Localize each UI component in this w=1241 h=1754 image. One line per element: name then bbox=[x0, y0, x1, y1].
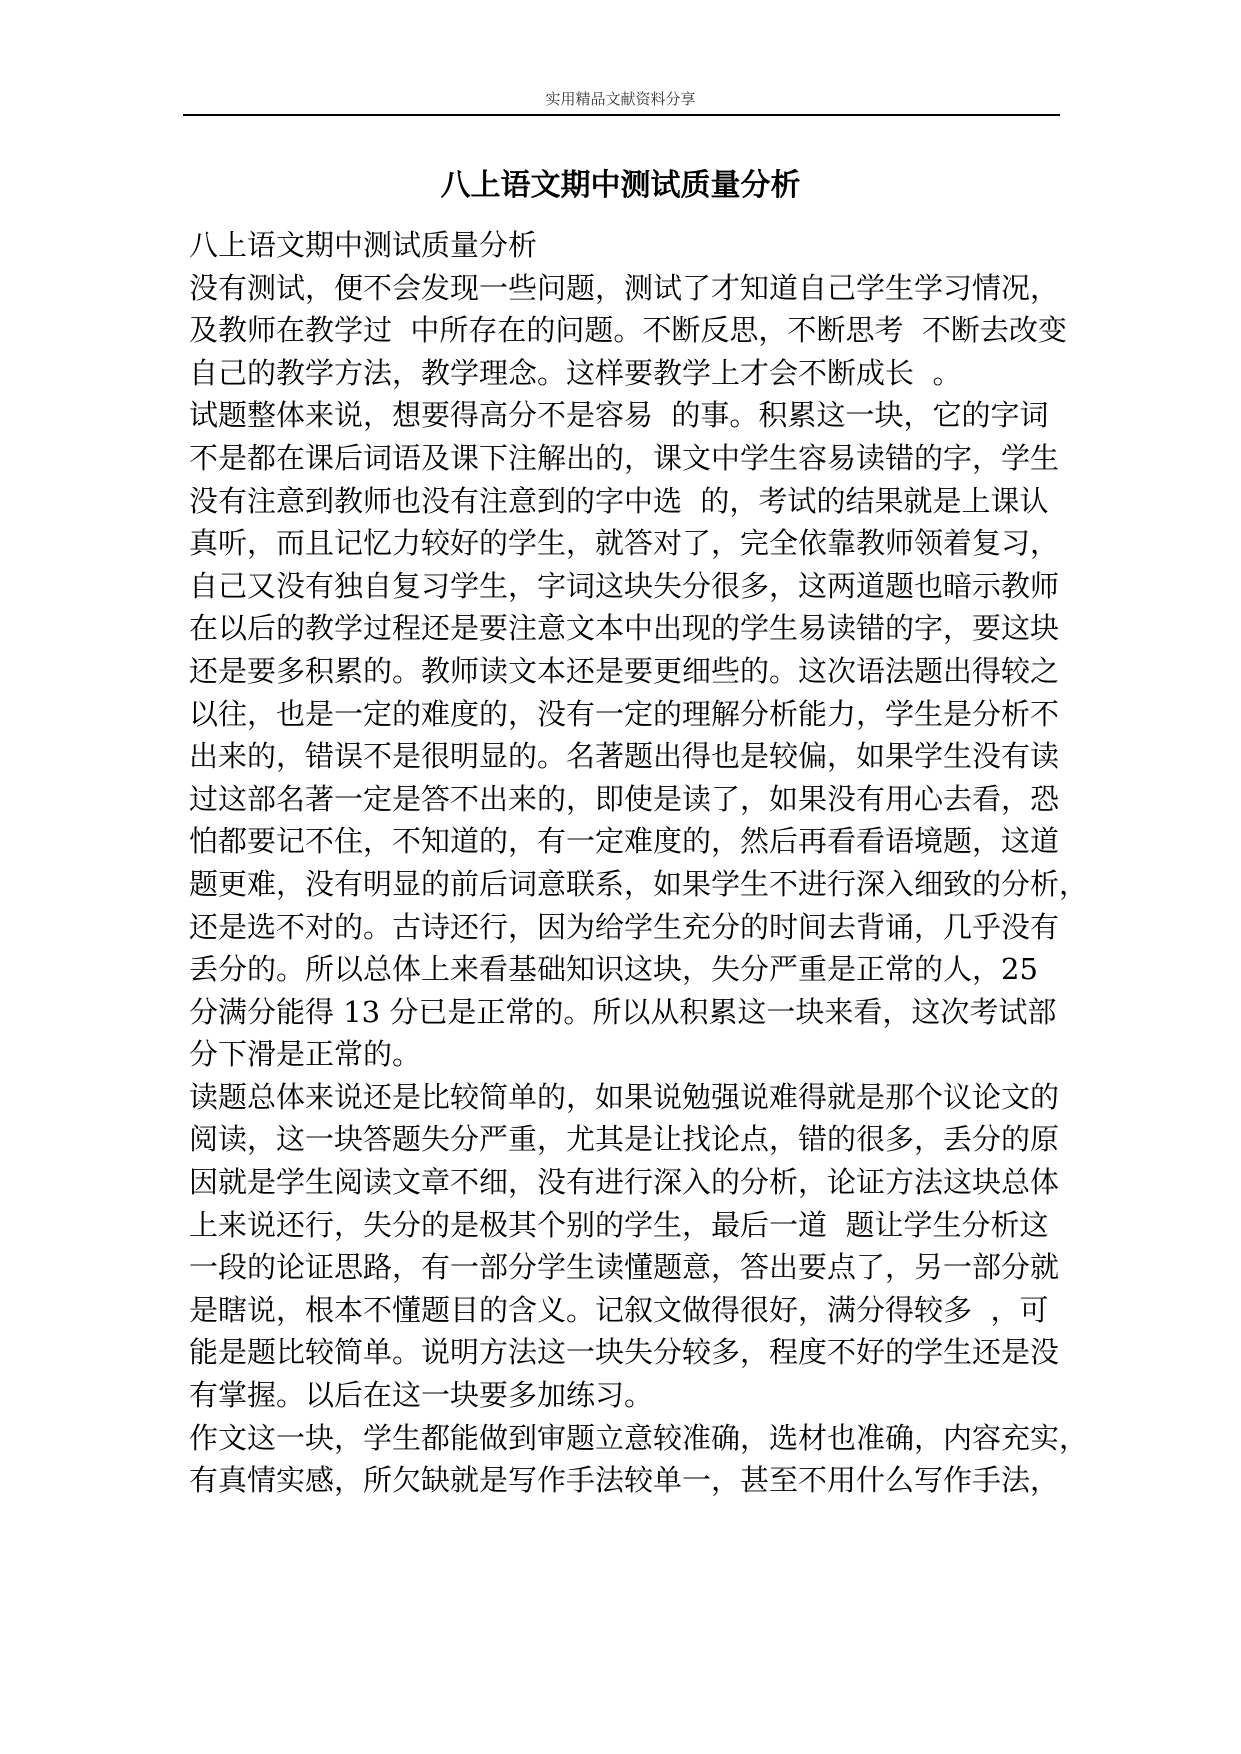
text-line: 不是都在课后词语及课下注解出的，课文中学生容易读错的字，学生 bbox=[189, 440, 1060, 475]
text-line: 能是题比较简单。说明方法这一块失分较多，程度不好的学生还是没 bbox=[189, 1335, 1060, 1370]
text-line: 在以后的教学过程还是要注意文本中出现的学生易读错的字，要这块 bbox=[189, 611, 1060, 646]
text-line: 丢分的。所以总体上来看基础知识这块，失分严重是正常的人，25 bbox=[189, 952, 1038, 987]
text-line: 还是要多积累的。教师读文本还是要更细些的。这次语法题出得较之 bbox=[189, 653, 1060, 688]
text-line: 读题总体来说还是比较简单的，如果说勉强说难得就是那个议论文的 bbox=[189, 1079, 1060, 1114]
text-line: 及教师在教学过 中所存在的问题。不断反思，不断思考 不断去改变 bbox=[189, 313, 1067, 348]
text-line: 过这部名著一定是答不出来的，即使是读了，如果没有用心去看，恐 bbox=[189, 781, 1060, 816]
header-divider bbox=[183, 114, 1060, 116]
text-line: 自己的教学方法，教学理念。这样要教学上才会不断成长 。 bbox=[189, 355, 962, 390]
text-line: 分下滑是正常的。 bbox=[189, 1037, 422, 1072]
text-line: 因就是学生阅读文章不细，没有进行深入的分析，论证方法这块总体 bbox=[189, 1165, 1060, 1200]
text-line: 题更难，没有明显的前后词意联系，如果学生不进行深入细致的分析， bbox=[189, 866, 1089, 901]
text-line: 是瞎说，根本不懂题目的含义。记叙文做得很好，满分得较多 ，可 bbox=[189, 1292, 1049, 1327]
document-body bbox=[189, 224, 1089, 1502]
text-line: 分满分能得 13 分已是正常的。所以从积累这一块来看，这次考试部 bbox=[189, 994, 1057, 1029]
text-line: 以往，也是一定的难度的，没有一定的理解分析能力，学生是分析不 bbox=[189, 696, 1060, 731]
text-line: 出来的，错误不是很明显的。名著题出得也是较偏，如果学生没有读 bbox=[189, 739, 1060, 774]
text-line: 自己又没有独自复习学生，字词这块失分很多，这两道题也暗示教师 bbox=[189, 568, 1060, 603]
text-line: 怕都要记不住，不知道的，有一定难度的，然后再看看语境题，这道 bbox=[189, 824, 1060, 859]
text-line: 没有注意到教师也没有注意到的字中选 的，考试的结果就是上课认 bbox=[189, 483, 1049, 518]
text-line: 还是选不对的。古诗还行，因为给学生充分的时间去背诵，几乎没有 bbox=[189, 909, 1060, 944]
text-line: 没有测试，便不会发现一些问题，测试了才知道自己学生学习情况， bbox=[189, 270, 1060, 305]
text-line: 一段的论证思路，有一部分学生读懂题意，答出要点了，另一部分就 bbox=[189, 1250, 1060, 1285]
text-line: 八上语文期中测试质量分析 bbox=[189, 228, 538, 262]
text-line: 真听，而且记忆力较好的学生，就答对了，完全依靠教师领着复习， bbox=[189, 526, 1060, 561]
page-header: 实用精品文献资料分享 bbox=[545, 90, 696, 108]
text-line: 有真情实感，所欠缺就是写作手法较单一，甚至不用什么写作手法， bbox=[189, 1463, 1060, 1498]
text-line: 试题整体来说，想要得高分不是容易 的事。积累这一块，它的字词 bbox=[189, 398, 1049, 433]
text-line: 作文这一块，学生都能做到审题立意较准确，选材也准确，内容充实， bbox=[189, 1420, 1089, 1455]
text-line: 有掌握。以后在这一块要多加练习。 bbox=[189, 1378, 654, 1413]
document-title: 八上语文期中测试质量分析 bbox=[440, 168, 801, 203]
text-line: 上来说还行，失分的是极其个别的学生，最后一道 题让学生分析这 bbox=[189, 1207, 1049, 1242]
text-line: 阅读，这一块答题失分严重，尤其是让找论点，错的很多，丢分的原 bbox=[189, 1122, 1060, 1157]
